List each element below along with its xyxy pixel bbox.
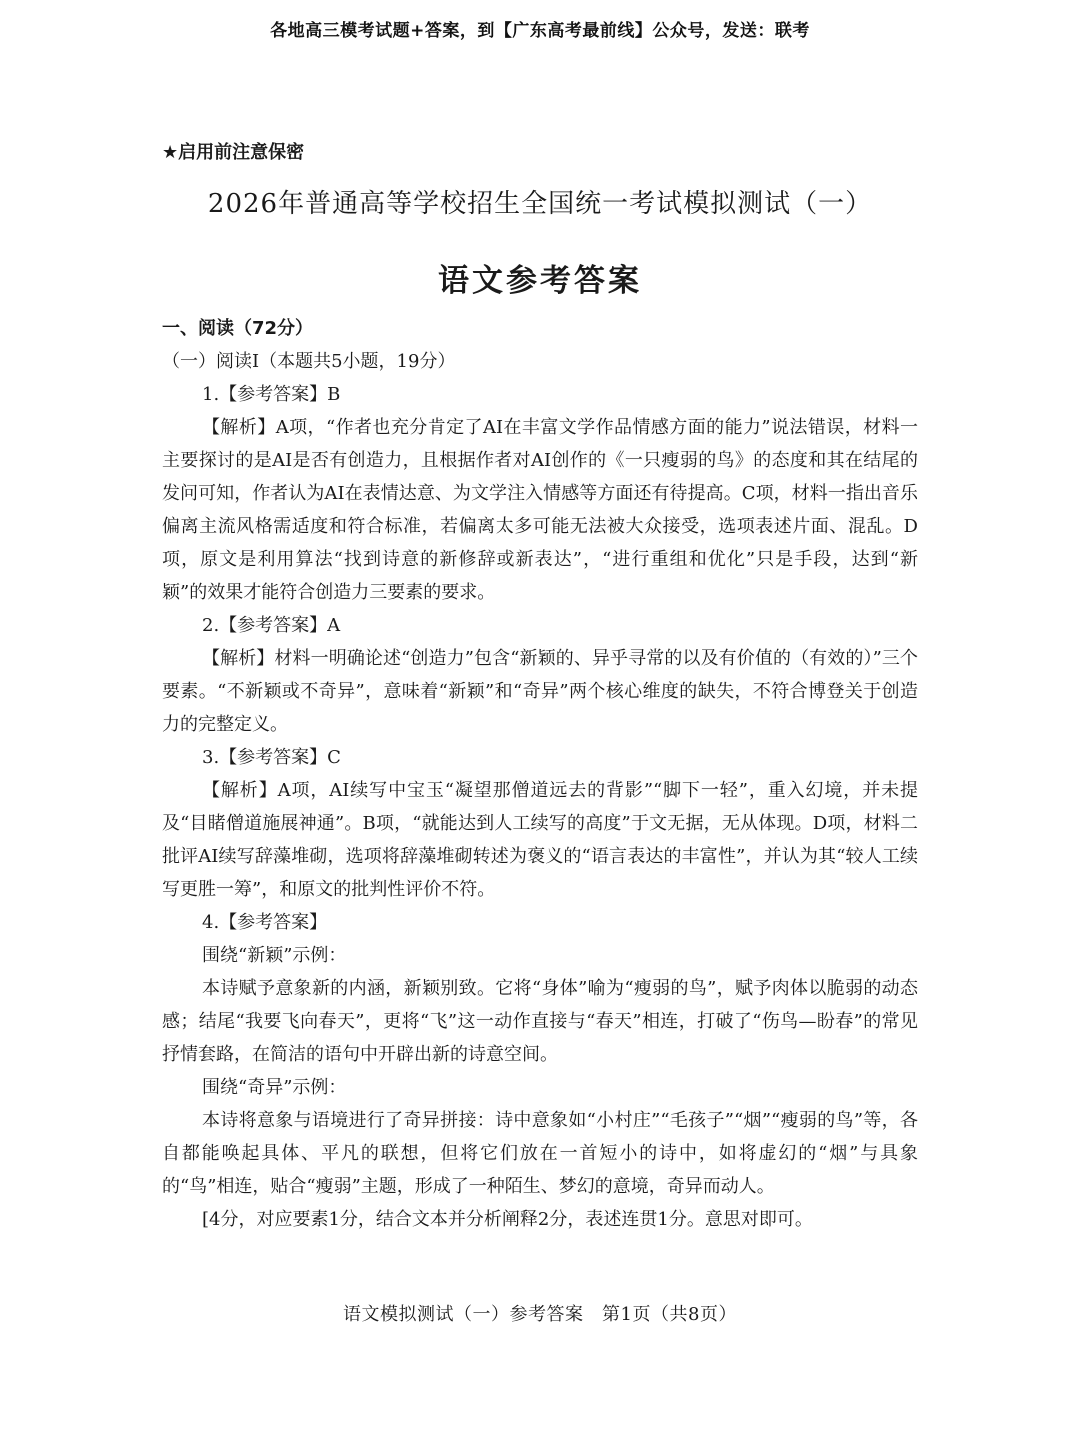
answer-content [162, 312, 918, 1236]
q4-example2-label: 围绕“奇异”示例： [202, 1077, 347, 1098]
page-footer: 语文模拟测试（一）参考答案 第1页（共8页） [343, 1304, 737, 1325]
q3-answer: 3.【参考答案】C [202, 747, 341, 768]
q1-answer: 1.【参考答案】B [202, 384, 341, 405]
subsection-heading: （一）阅读Ⅰ（本题共5小题，19分） [162, 351, 456, 372]
q2-answer: 2.【参考答案】A [202, 615, 341, 636]
q4-example2-text: 本诗将意象与语境进行了奇异拼接：诗中意象如“小村庄”“毛孩子”“烟”“瘦弱的鸟”等，各自都能唤起具体、平凡的联想，但将它们放在一首短小的诗中，如将虚幻的“烟”与具象的“鸟”相连，贴合“瘦弱”主题，形成了一种陌生、梦幻的意境，奇异而动人。 [162, 1110, 918, 1197]
confidential-notice: ★启用前注意保密 [162, 142, 305, 163]
q1-analysis: 【解析】A项，“作者也充分肯定了AI在丰富文学作品情感方面的能力”说法错误，材料一主要探讨的是AI是否有创造力，且根据作者对AI创作的《一只瘦弱的鸟》的态度和其在结尾的发问可知，作者认为AI在表情达意、为文学注入情感等方面还有待提高。C项，材料一指出音乐偏离主流风格需适度和符合标准，若偏离太多可能无法被大众接受，选项表述片面、混乱。D项，原文是利用算法“找到诗意的新修辞或新表达”，“进行重组和优化”只是手段，达到“新颖”的效果才能符合创造力三要素的要求。 [162, 417, 918, 603]
q4-example1-text: 本诗赋予意象新的内涵，新颖别致。它将“身体”喻为“瘦弱的鸟”，赋予肉体以脆弱的动态感；结尾“我要飞向春天”，更将“飞”这一动作直接与“春天”相连，打破了“伤鸟—盼春”的常见抒情套路，在简洁的语句中开辟出新的诗意空间。 [162, 978, 918, 1065]
document-title: 语文参考答案 [438, 263, 642, 299]
top-banner: 各地高三模考试题+答案，到【广东高考最前线】公众号，发送：联考 [270, 21, 810, 41]
section-heading: 一、阅读（72分） [162, 318, 314, 339]
q2-analysis: 【解析】材料一明确论述“创造力”包含“新颖的、异乎寻常的以及有价值的（有效的）”三个要素。“不新颖或不奇异”，意味着“新颖”和“奇异”两个核心维度的缺失，不符合博登关于创造力的完整定义。 [162, 648, 918, 735]
q4-example1-label: 围绕“新颖”示例： [202, 945, 347, 966]
document-page [162, 138, 918, 1236]
q4-answer: 4.【参考答案】 [202, 912, 328, 933]
q4-scoring-note: [4分，对应要素1分，结合文本并分析阐释2分，表述连贯1分。意思对即可。 [202, 1209, 813, 1230]
q3-analysis: 【解析】A项，AI续写中宝玉“凝望那僧道远去的背影”“脚下一轻”，重入幻境，并未提及“目睹僧道施展神通”。B项，“就能达到人工续写的高度”于文无据，无从体现。D项，材料二批评AI续写辞藻堆砌，选项将辞藻堆砌转述为褒义的“语言表达的丰富性”，并认为其“较人工续写更胜一筹”，和原文的批判性评价不符。 [162, 780, 918, 900]
exam-title: 2026年普通高等学校招生全国统一考试模拟测试（一） [207, 189, 873, 219]
